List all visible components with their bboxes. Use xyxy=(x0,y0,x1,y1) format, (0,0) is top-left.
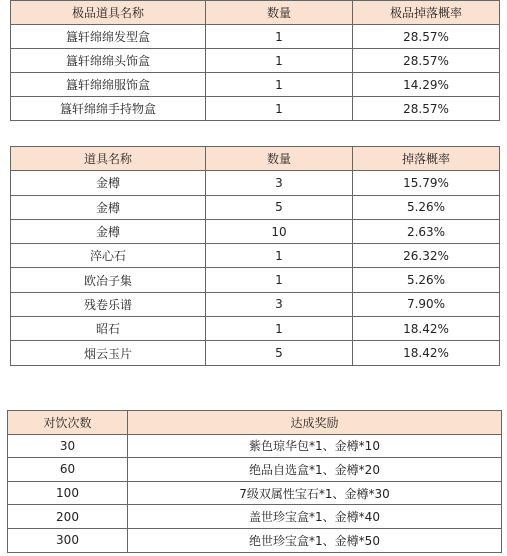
item-quantity: 1 xyxy=(206,317,353,341)
item-drop-rate: 18.42% xyxy=(353,317,500,341)
table-row xyxy=(11,219,500,243)
item-drop-rate: 28.57% xyxy=(353,25,500,49)
item-name: 簋轩绵绵发型盒 xyxy=(11,25,206,49)
item-quantity: 3 xyxy=(206,171,353,195)
item-drop-rate: 18.42% xyxy=(353,341,500,365)
item-quantity: 5 xyxy=(206,341,353,365)
item-name: 簋轩绵绵手持物盒 xyxy=(11,97,206,121)
drink-count: 300 xyxy=(8,528,128,552)
table-row xyxy=(8,528,502,552)
table-row xyxy=(11,25,500,49)
item-quantity: 1 xyxy=(206,25,353,49)
table-row xyxy=(11,244,500,268)
reward: 绝世珍宝盒*1、金樽*50 xyxy=(128,528,502,552)
item-drop-rate: 7.90% xyxy=(353,292,500,316)
table-row xyxy=(8,481,502,505)
table-row xyxy=(8,505,502,529)
table-row xyxy=(11,292,500,316)
item-drop-rate: 5.26% xyxy=(353,195,500,219)
header-item-name: 道具名称 xyxy=(11,147,206,171)
item-quantity: 10 xyxy=(206,219,353,243)
table-row xyxy=(11,268,500,292)
table-header-row xyxy=(11,147,500,171)
drinking-rewards-table xyxy=(7,410,502,553)
item-name: 残卷乐谱 xyxy=(11,292,206,316)
table-row xyxy=(11,49,500,73)
item-quantity: 1 xyxy=(206,268,353,292)
item-quantity: 1 xyxy=(206,244,353,268)
item-quantity: 1 xyxy=(206,73,353,97)
premium-items-table xyxy=(10,0,500,121)
item-name: 烟云玉片 xyxy=(11,341,206,365)
item-name: 欧冶子集 xyxy=(11,268,206,292)
drink-count: 200 xyxy=(8,505,128,529)
table-row xyxy=(11,195,500,219)
item-name: 簋轩绵绵头饰盒 xyxy=(11,49,206,73)
table-row xyxy=(11,341,500,365)
header-quantity: 数量 xyxy=(206,147,353,171)
drink-count: 100 xyxy=(8,481,128,505)
item-name: 金樽 xyxy=(11,195,206,219)
header-quantity: 数量 xyxy=(206,1,353,25)
drink-count: 60 xyxy=(8,458,128,482)
item-name: 淬心石 xyxy=(11,244,206,268)
reward: 紫色琼华包*1、金樽*10 xyxy=(128,434,502,458)
header-reward: 达成奖励 xyxy=(128,411,502,435)
table-row xyxy=(11,171,500,195)
item-drop-rate: 26.32% xyxy=(353,244,500,268)
header-drop-rate: 掉落概率 xyxy=(353,147,500,171)
header-drop-rate: 极品掉落概率 xyxy=(353,1,500,25)
item-quantity: 3 xyxy=(206,292,353,316)
table-row xyxy=(8,458,502,482)
table-row xyxy=(8,434,502,458)
header-drink-count: 对饮次数 xyxy=(8,411,128,435)
table-row xyxy=(11,97,500,121)
reward: 盖世珍宝盒*1、金樽*40 xyxy=(128,505,502,529)
regular-items-table xyxy=(10,146,500,366)
item-name: 簋轩绵绵服饰盒 xyxy=(11,73,206,97)
item-drop-rate: 28.57% xyxy=(353,49,500,73)
item-drop-rate: 28.57% xyxy=(353,97,500,121)
table-row xyxy=(11,317,500,341)
item-drop-rate: 2.63% xyxy=(353,219,500,243)
item-name: 昭石 xyxy=(11,317,206,341)
item-quantity: 5 xyxy=(206,195,353,219)
drink-count: 30 xyxy=(8,434,128,458)
table-header-row xyxy=(8,411,502,435)
reward: 7级双属性宝石*1、金樽*30 xyxy=(128,481,502,505)
header-item-name: 极品道具名称 xyxy=(11,1,206,25)
item-name: 金樽 xyxy=(11,219,206,243)
table-row xyxy=(11,73,500,97)
item-quantity: 1 xyxy=(206,49,353,73)
item-name: 金樽 xyxy=(11,171,206,195)
item-drop-rate: 14.29% xyxy=(353,73,500,97)
item-quantity: 1 xyxy=(206,97,353,121)
item-drop-rate: 15.79% xyxy=(353,171,500,195)
item-drop-rate: 5.26% xyxy=(353,268,500,292)
table-header-row xyxy=(11,1,500,25)
reward: 绝品自选盒*1、金樽*20 xyxy=(128,458,502,482)
